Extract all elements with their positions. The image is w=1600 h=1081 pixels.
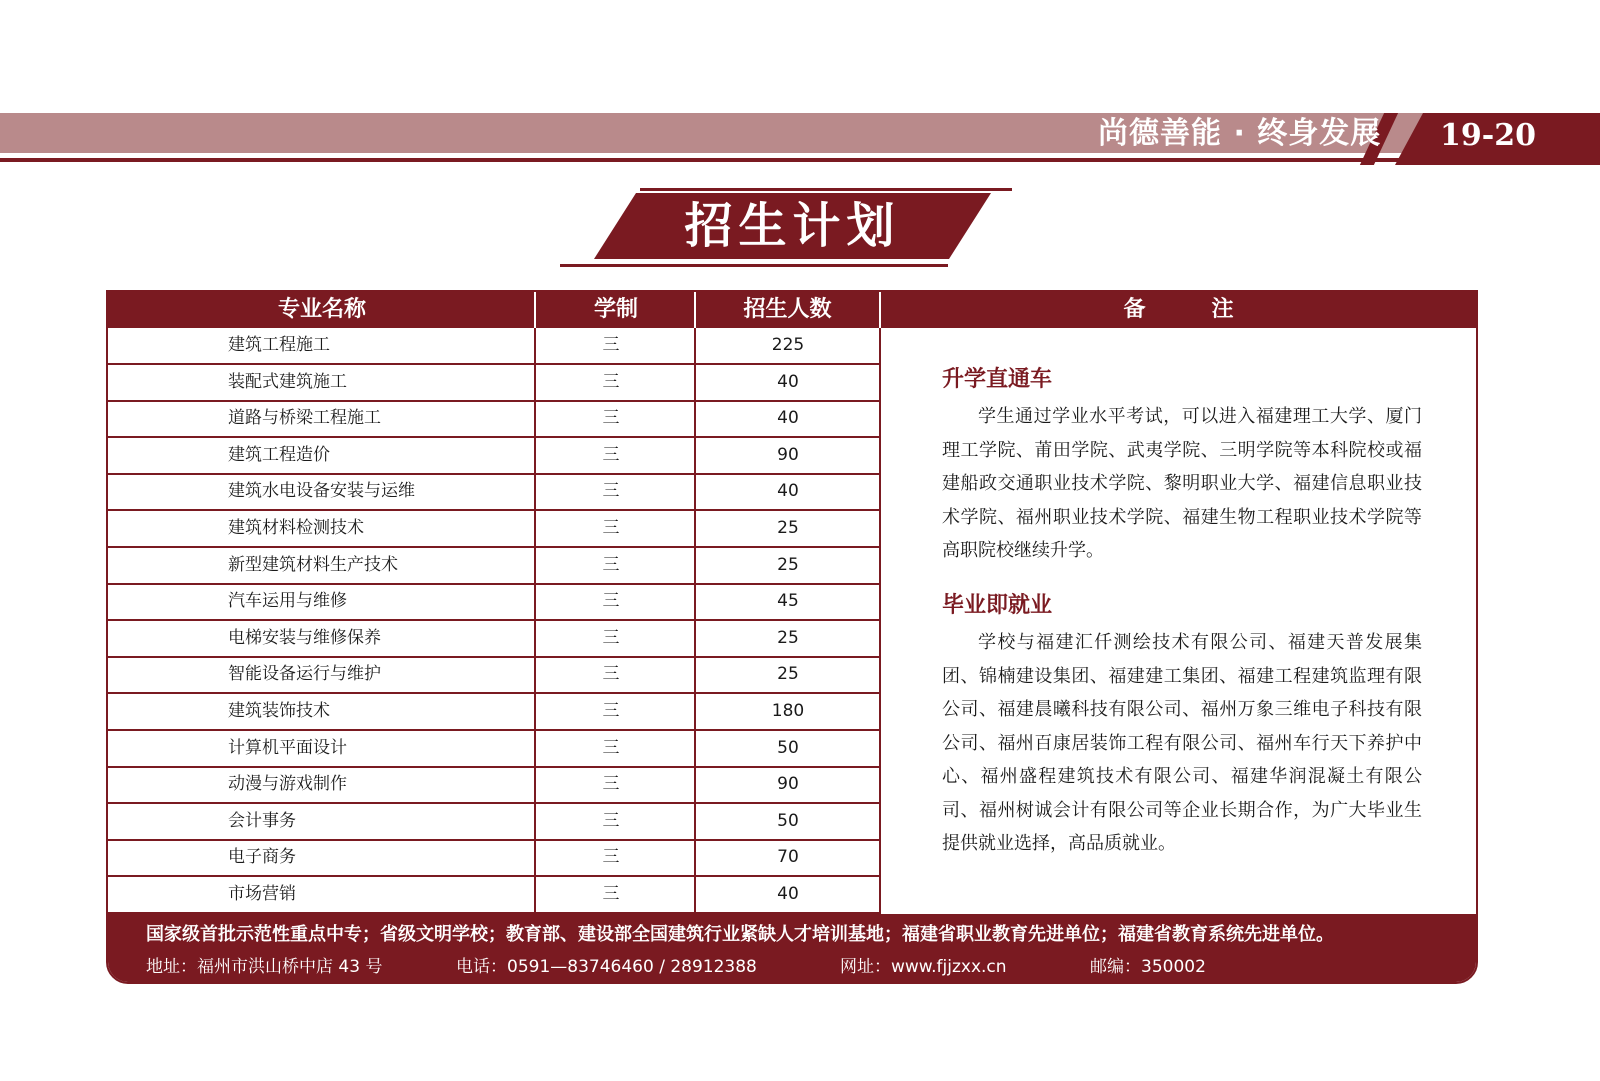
major-name-cell: 动漫与游戏制作 bbox=[228, 774, 347, 795]
major-name-cell: 计算机平面设计 bbox=[228, 737, 347, 758]
enrollment-cell: 40 bbox=[777, 371, 799, 392]
enrollment-cell: 25 bbox=[777, 627, 799, 648]
major-name-cell: 新型建筑材料生产技术 bbox=[228, 554, 398, 575]
title-overline-decoration bbox=[640, 188, 1012, 191]
enrollment-cell: 225 bbox=[771, 335, 805, 355]
table-row bbox=[108, 401, 881, 438]
major-name-cell: 智能设备运行与维护 bbox=[228, 664, 381, 685]
header-divider-1 bbox=[534, 292, 536, 328]
study-years-cell: 三 bbox=[602, 884, 620, 904]
table-row bbox=[108, 584, 881, 621]
enrollment-cell: 90 bbox=[777, 774, 799, 795]
table-row bbox=[108, 694, 881, 731]
header-divider-3 bbox=[879, 292, 881, 328]
study-years-cell: 三 bbox=[602, 371, 620, 392]
table-row bbox=[108, 365, 881, 402]
enrollment-cell: 40 bbox=[777, 884, 799, 904]
footer-address: 地址：福州市洪山桥中店 43 号 bbox=[146, 957, 383, 977]
enrollment-table bbox=[106, 290, 1478, 984]
table-header bbox=[108, 292, 1476, 328]
major-name-cell: 会计事务 bbox=[228, 810, 296, 831]
study-years-cell: 三 bbox=[602, 737, 620, 758]
footer-phone: 电话：0591—83746460 / 28912388 bbox=[456, 957, 757, 977]
page-number: 19-20 bbox=[1440, 118, 1536, 153]
table-row bbox=[108, 731, 881, 768]
column-divider-1 bbox=[534, 328, 536, 914]
study-years-cell: 三 bbox=[602, 335, 620, 355]
enrollment-cell: 25 bbox=[777, 554, 799, 575]
study-years-cell: 三 bbox=[602, 810, 620, 831]
header-divider bbox=[0, 158, 1600, 162]
enrollment-cell: 180 bbox=[771, 701, 805, 721]
table-row bbox=[108, 767, 881, 804]
enrollment-cell: 40 bbox=[777, 408, 799, 429]
major-name-cell: 建筑工程施工 bbox=[228, 335, 330, 355]
footer-honors: 国家级首批示范性重点中专；省级文明学校；教育部、建设部全国建筑行业紧缺人才培训基地；福建省职业教育先进单位；福建省教育系统先进单位。 bbox=[146, 924, 1334, 945]
header-slogan: 尚德善能 · 终身发展 bbox=[1098, 116, 1382, 151]
enrollment-cell: 90 bbox=[777, 444, 799, 465]
header-divider-2 bbox=[694, 292, 696, 328]
study-years-cell: 三 bbox=[602, 701, 620, 721]
study-years-cell: 三 bbox=[602, 591, 620, 612]
study-years-cell: 三 bbox=[602, 554, 620, 575]
header-major-name: 专业名称 bbox=[277, 297, 366, 322]
major-name-cell: 建筑装饰技术 bbox=[228, 701, 330, 721]
table-row bbox=[108, 621, 881, 658]
footer-website: 网址：www.fjjzxx.cn bbox=[840, 957, 1007, 977]
header-remarks: 备 注 bbox=[1123, 297, 1234, 322]
remarks-further-study-text: 学生通过学业水平考试，可以进入福建理工大学、厦门理工学院、莆田学院、武夷学院、三明学院等本科院校或福建船政交通职业技术学院、黎明职业大学、福建信息职业技术学院、福州职业技术学院、福建生物工程职业技术学院等高职院校继续升学。 bbox=[942, 406, 1422, 561]
enrollment-cell: 25 bbox=[777, 518, 799, 538]
study-years-cell: 三 bbox=[602, 518, 620, 538]
header-enrollment: 招生人数 bbox=[743, 297, 832, 322]
study-years-cell: 三 bbox=[602, 444, 620, 465]
enrollment-cell: 50 bbox=[777, 737, 799, 758]
footer-postcode: 邮编：350002 bbox=[1090, 957, 1206, 977]
study-years-cell: 三 bbox=[602, 627, 620, 648]
table-row bbox=[108, 438, 881, 475]
table-row bbox=[108, 840, 881, 877]
major-name-cell: 建筑水电设备安装与运维 bbox=[228, 481, 415, 502]
major-name-cell: 建筑材料检测技术 bbox=[228, 518, 364, 538]
study-years-cell: 三 bbox=[602, 408, 620, 429]
footer-bar bbox=[108, 914, 1476, 982]
table-row bbox=[108, 474, 881, 511]
table-row bbox=[108, 804, 881, 841]
study-years-cell: 三 bbox=[602, 847, 620, 868]
table-row bbox=[108, 877, 881, 914]
table-row bbox=[108, 657, 881, 694]
table-row bbox=[108, 328, 881, 365]
study-years-cell: 三 bbox=[602, 481, 620, 502]
remarks-further-study-title: 升学直通车 bbox=[942, 367, 1053, 392]
major-name-cell: 装配式建筑施工 bbox=[228, 371, 347, 392]
remarks-employment-title: 毕业即就业 bbox=[942, 593, 1053, 618]
title-underline-decoration bbox=[560, 264, 948, 267]
study-years-cell: 三 bbox=[602, 774, 620, 795]
header-study-years: 学制 bbox=[593, 297, 638, 322]
enrollment-cell: 25 bbox=[777, 664, 799, 685]
major-name-cell: 市场营销 bbox=[228, 884, 296, 904]
major-name-cell: 建筑工程造价 bbox=[228, 444, 330, 465]
column-divider-2 bbox=[694, 328, 696, 914]
remarks-employment-text: 学校与福建汇仟测绘技术有限公司、福建天普发展集团、锦楠建设集团、福建建工集团、福建工程建筑监理有限公司、福建晨曦科技有限公司、福州万象三维电子科技有限公司、福州百康居装饰工程有限公司、福州车行天下养护中心、福州盛程建筑技术有限公司、福建华润混凝土有限公司、福州树诚会计有限公司等企业长期合作，为广大毕业生提供就业选择，高品质就业。 bbox=[942, 632, 1422, 854]
enrollment-cell: 45 bbox=[777, 591, 799, 612]
major-name-cell: 汽车运用与维修 bbox=[228, 591, 347, 612]
column-divider-3 bbox=[879, 328, 881, 914]
page-title: 招生计划 bbox=[684, 198, 901, 254]
major-name-cell: 电梯安装与维修保养 bbox=[228, 627, 381, 648]
enrollment-cell: 70 bbox=[777, 847, 799, 868]
table-row bbox=[108, 511, 881, 548]
enrollment-cell: 40 bbox=[777, 481, 799, 502]
table-row bbox=[108, 548, 881, 585]
study-years-cell: 三 bbox=[602, 664, 620, 685]
enrollment-cell: 50 bbox=[777, 810, 799, 831]
major-name-cell: 道路与桥梁工程施工 bbox=[228, 408, 381, 429]
major-name-cell: 电子商务 bbox=[228, 847, 296, 868]
